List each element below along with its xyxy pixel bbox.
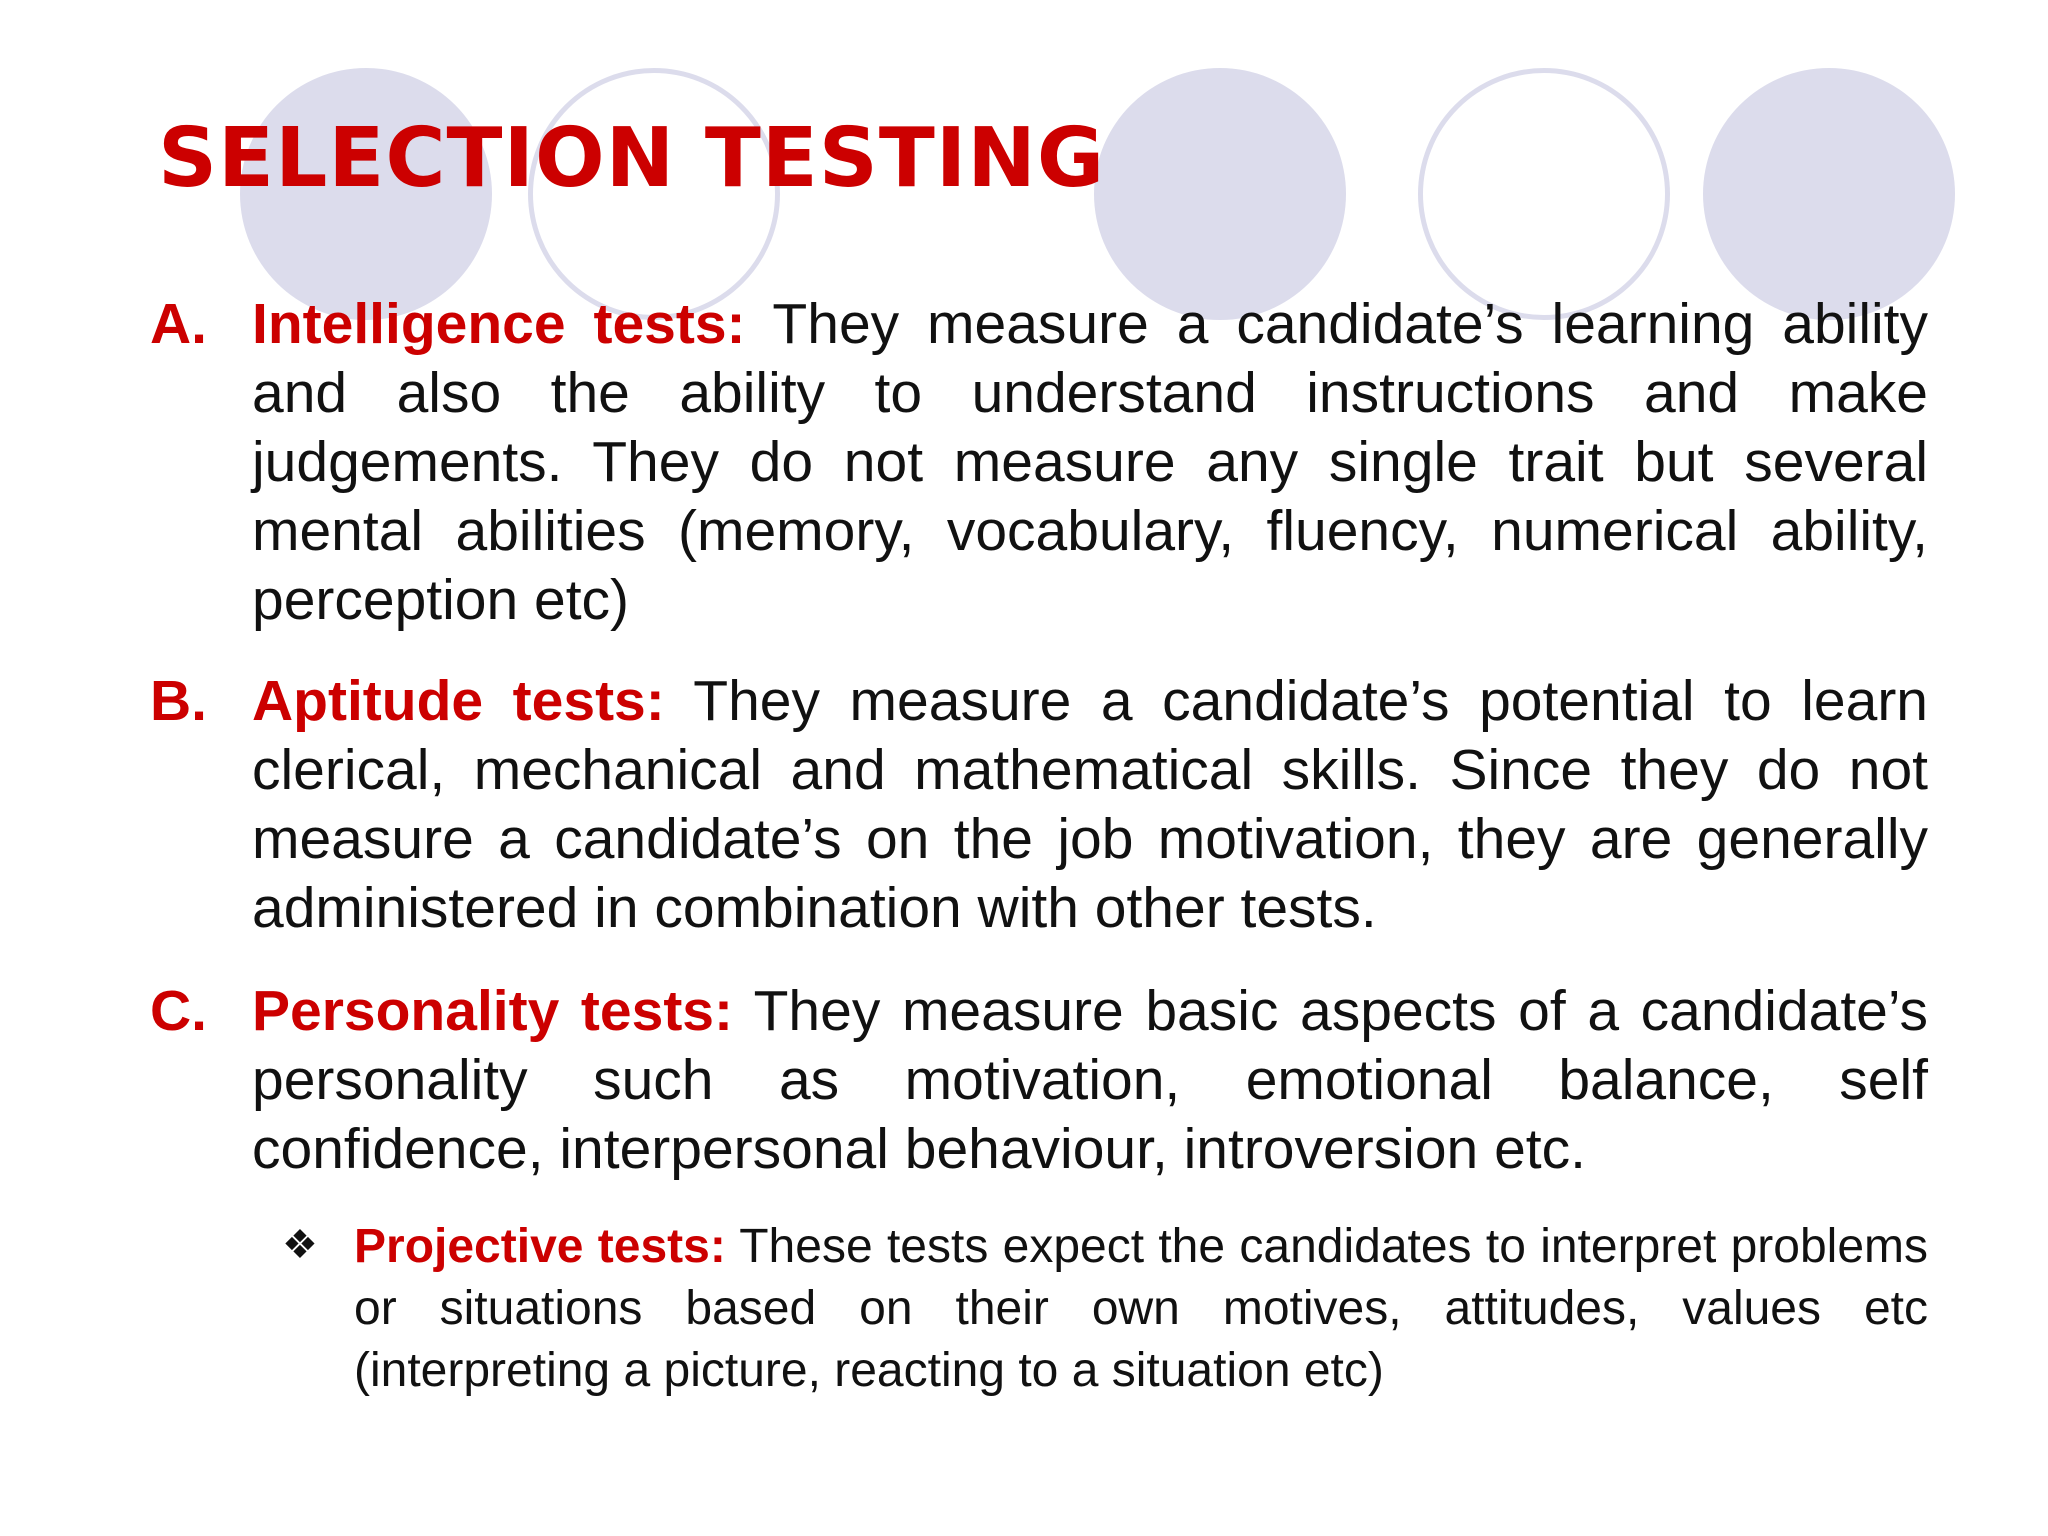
sub-list-item-term: Projective tests: — [354, 1220, 726, 1273]
sub-list-item-text: These tests expect the candidates to interpret problems or situations based on their own motives, attitudes, values etc (interpreting a picture, reacting to a situation etc) — [354, 1220, 1928, 1397]
list-item-intelligence-tests — [150, 290, 1928, 635]
list-item-body — [252, 290, 1928, 635]
diamond-bullet-icon: ❖ — [282, 1223, 318, 1267]
list-item-term: Personality tests: — [252, 979, 733, 1043]
list-item-body — [252, 667, 1928, 943]
list-item-term: Aptitude tests: — [252, 669, 665, 733]
list-item-text: They measure basic aspects of a candidate’s personality such as motivation, emotional balance, self confidence, interpersonal behaviour, introversion etc. — [252, 979, 1928, 1181]
list-item-aptitude-tests — [150, 667, 1928, 943]
sub-list-item-projective-tests — [282, 1216, 1928, 1402]
list-item-letter: A. — [150, 292, 207, 356]
slide-title: SELECTION TESTING — [158, 111, 1106, 206]
list-item-text: They measure a candidate’s learning ability and also the ability to understand instructions and make judgements. They do not measure any single trait but several mental abilities (memory, vocabulary, fluency, numerical ability, perception etc) — [252, 292, 1929, 632]
decorative-circle-filled — [1703, 68, 1955, 320]
list-item-letter: B. — [150, 669, 207, 733]
list-item-personality-tests — [150, 977, 1928, 1184]
list-item-letter: C. — [150, 979, 207, 1043]
list-item-text: They measure a candidate’s potential to learn clerical, mechanical and mathematical skills. Since they do not measure a candidate’s on the job motivation, they are generally administered in combination with other tests. — [252, 669, 1928, 940]
decorative-circle-filled — [1094, 68, 1346, 320]
list-item-term: Intelligence tests: — [252, 292, 746, 356]
list-item-body — [252, 977, 1928, 1184]
sub-list-item-body — [354, 1216, 1928, 1402]
decorative-circle-outline — [1418, 68, 1670, 320]
